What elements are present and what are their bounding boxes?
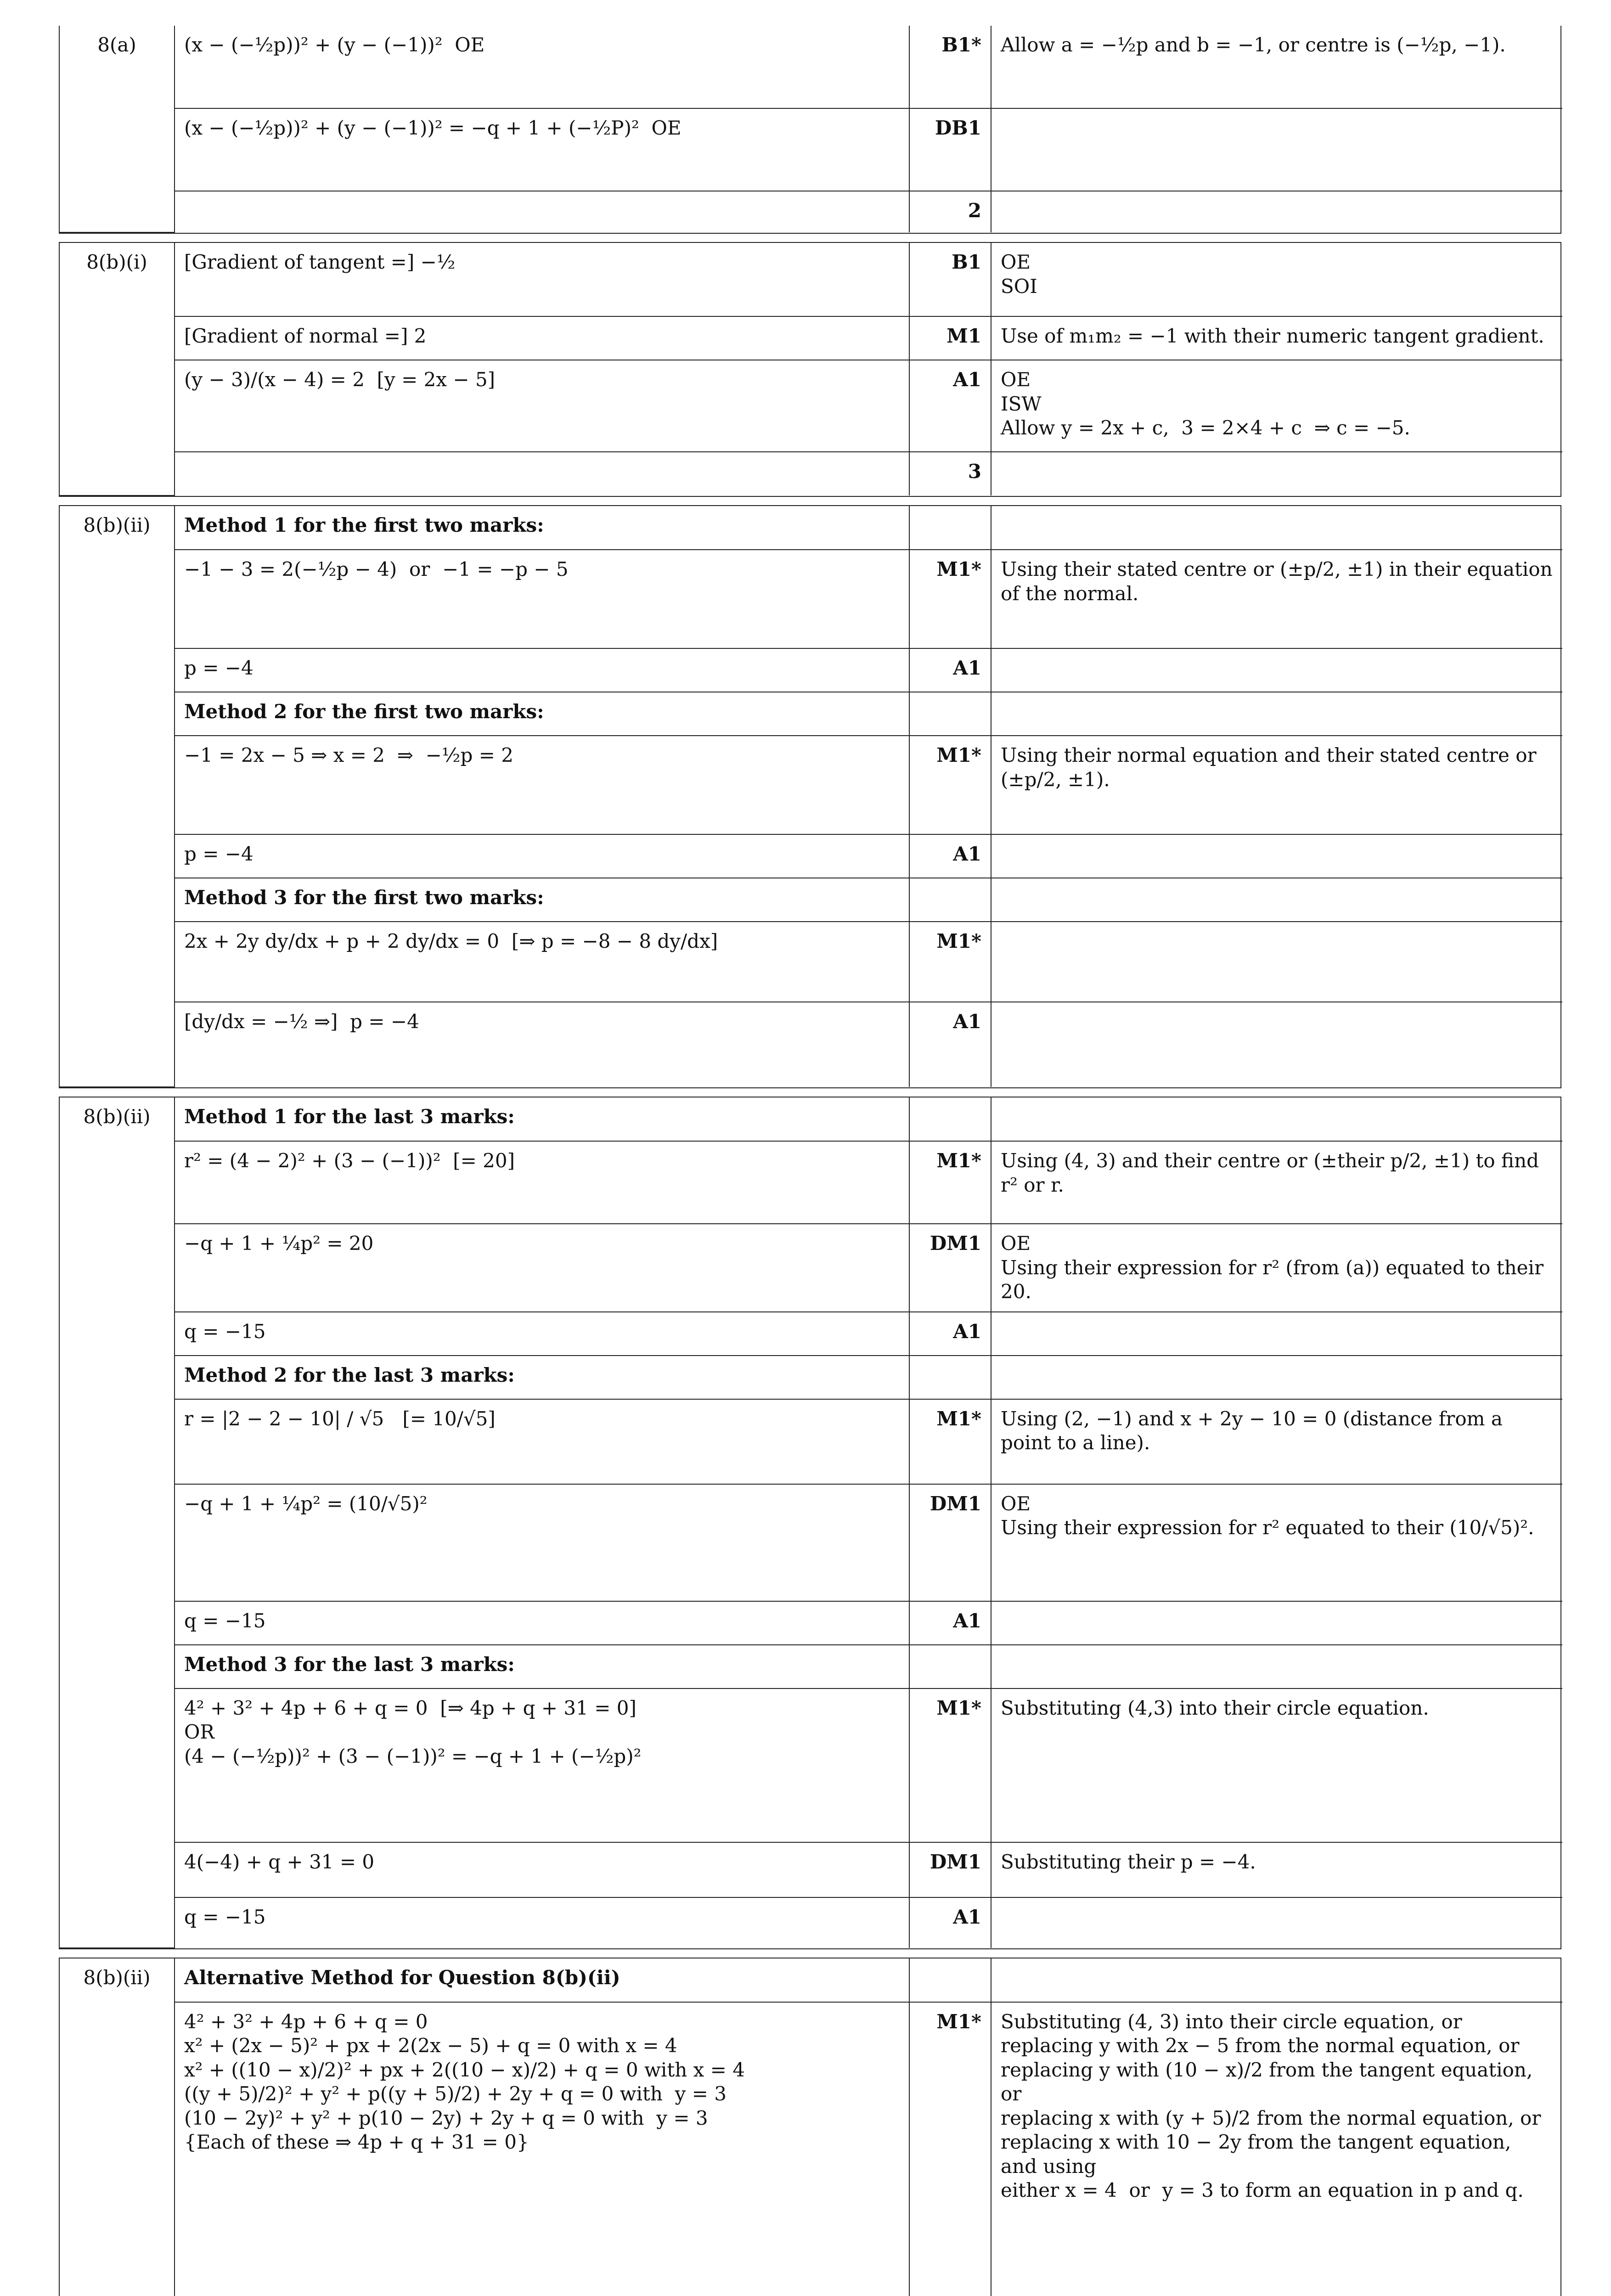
guidance-cell <box>991 1141 1562 1224</box>
answer-cell <box>175 1312 909 1356</box>
question-part <box>59 1097 1561 1949</box>
answer-line: r = |2 − 2 − 10| / √5 [= 10/√5] <box>184 1407 496 1430</box>
answer-cell <box>175 243 909 316</box>
guidance-line: OE <box>1001 368 1031 391</box>
guidance-cell <box>991 1645 1562 1688</box>
table-row <box>60 506 1562 550</box>
mark-table <box>60 1097 1562 1948</box>
mark-cell: M1* <box>909 2002 991 2296</box>
table-row <box>60 1312 1562 1356</box>
answer-cell <box>175 1842 909 1897</box>
guidance-cell <box>991 692 1562 736</box>
guidance-cell <box>991 1097 1562 1141</box>
mark-cell: B1 <box>909 243 991 316</box>
method-heading <box>175 506 909 550</box>
answer-line: Method 2 for the first two marks: <box>184 700 544 723</box>
guidance-cell <box>991 834 1562 878</box>
answer-line: r² = (4 − 2)² + (3 − (−1))² [= 20] <box>184 1149 515 1172</box>
answer-line: q = −15 <box>184 1905 266 1928</box>
guidance-line: Using their expression for r² (from (a)) equated to their 20. <box>1001 1256 1550 1303</box>
table-row <box>60 834 1562 878</box>
mark-cell <box>909 1356 991 1399</box>
mark-cell: B1* <box>909 26 991 108</box>
table-row <box>60 1897 1562 1948</box>
answer-line: Method 3 for the first two marks: <box>184 886 544 909</box>
guidance-line: Using (2, −1) and x + 2y − 10 = 0 (distance from a point to a line). <box>1001 1407 1509 1454</box>
guidance-cell <box>991 506 1562 550</box>
mark-cell: A1 <box>909 1312 991 1356</box>
guidance-line: Use of m₁m₂ = −1 with their numeric tangent gradient. <box>1001 325 1544 347</box>
mark-table <box>60 243 1562 496</box>
table-row <box>60 648 1562 692</box>
mark-cell <box>909 878 991 922</box>
method-heading <box>175 1958 909 2002</box>
guidance-cell <box>991 1601 1562 1645</box>
table-row <box>60 1484 1562 1601</box>
guidance-line: Substituting (4, 3) into their circle equation, or <box>1001 2010 1462 2033</box>
answer-line: ((y + 5)/2)² + y² + p((y + 5)/2) + 2y + q = 0 with y = 3 <box>184 2082 727 2105</box>
guidance-cell <box>991 108 1562 191</box>
answer-line: Method 1 for the first two marks: <box>184 514 544 536</box>
table-row <box>60 1688 1562 1842</box>
table-row <box>60 243 1562 316</box>
guidance-line: replacing x with (y + 5)/2 from the normal equation, or <box>1001 2106 1541 2129</box>
answer-cell <box>175 191 909 232</box>
table-row <box>60 736 1562 834</box>
answer-line: (10 − 2y)² + y² + p(10 − 2y) + 2y + q = 0 with y = 3 <box>184 2106 708 2129</box>
question-part <box>59 242 1561 497</box>
guidance-cell <box>991 1002 1562 1087</box>
guidance-cell <box>991 550 1562 648</box>
mark-table <box>60 26 1562 233</box>
answer-cell <box>175 360 909 452</box>
mark-cell: M1* <box>909 736 991 834</box>
mark-cell: 3 <box>909 452 991 495</box>
mark-cell: M1 <box>909 316 991 360</box>
guidance-line: SOI <box>1001 275 1037 298</box>
answer-line: (y − 3)/(x − 4) = 2 [y = 2x − 5] <box>184 368 496 391</box>
table-row <box>60 360 1562 452</box>
method-heading <box>175 1356 909 1399</box>
table-row <box>60 1356 1562 1399</box>
mark-scheme <box>59 26 1561 2296</box>
answer-line: p = −4 <box>184 657 253 679</box>
table-row <box>60 692 1562 736</box>
answer-cell <box>175 1688 909 1842</box>
guidance-cell <box>991 1958 1562 2002</box>
guidance-line: replacing x with 10 − 2y from the tangent equation, and using <box>1001 2131 1517 2178</box>
mark-cell: 2 <box>909 191 991 232</box>
guidance-cell <box>991 316 1562 360</box>
answer-line: −1 − 3 = 2(−½p − 4) or −1 = −p − 5 <box>184 558 569 580</box>
mark-cell: M1* <box>909 1399 991 1484</box>
guidance-cell <box>991 1484 1562 1601</box>
guidance-cell <box>991 1356 1562 1399</box>
guidance-line: replacing y with (10 − x)/2 from the tangent equation, or <box>1001 2058 1539 2105</box>
mark-cell: DB1 <box>909 108 991 191</box>
mark-cell <box>909 692 991 736</box>
guidance-line: ISW <box>1001 392 1042 415</box>
table-row <box>60 2002 1562 2296</box>
mark-cell: A1 <box>909 1601 991 1645</box>
mark-cell: A1 <box>909 834 991 878</box>
answer-line: (x − (−½p))² + (y − (−1))² OE <box>184 34 485 56</box>
answer-line: 4² + 3² + 4p + 6 + q = 0 <box>184 2010 428 2033</box>
guidance-line: Using their normal equation and their stated centre or (±p/2, ±1). <box>1001 744 1543 791</box>
mark-table <box>60 1958 1562 2296</box>
table-row <box>60 1601 1562 1645</box>
guidance-cell <box>991 736 1562 834</box>
answer-cell <box>175 550 909 648</box>
question-number: 8(b)(ii) <box>60 1097 175 1948</box>
answer-line: OR <box>184 1721 215 1743</box>
table-row <box>60 316 1562 360</box>
guidance-line: Using their expression for r² equated to their (10/√5)². <box>1001 1516 1534 1539</box>
answer-cell <box>175 2002 909 2296</box>
mark-cell: A1 <box>909 360 991 452</box>
answer-line: Alternative Method for Question 8(b)(ii) <box>184 1966 620 1989</box>
answer-line: 4² + 3² + 4p + 6 + q = 0 [⇒ 4p + q + 31 = 0] <box>184 1696 637 1719</box>
answer-cell <box>175 1224 909 1312</box>
table-row <box>60 1002 1562 1087</box>
answer-line: q = −15 <box>184 1320 266 1343</box>
guidance-line: Using (4, 3) and their centre or (±their p/2, ±1) to find r² or r. <box>1001 1149 1545 1196</box>
question-part <box>59 505 1561 1088</box>
guidance-cell <box>991 1224 1562 1312</box>
guidance-line: Substituting (4,3) into their circle equation. <box>1001 1696 1429 1719</box>
table-row <box>60 1842 1562 1897</box>
answer-line: q = −15 <box>184 1609 266 1632</box>
answer-line: Method 1 for the last 3 marks: <box>184 1105 515 1128</box>
answer-cell <box>175 1601 909 1645</box>
guidance-line: OE <box>1001 251 1031 273</box>
method-heading <box>175 1097 909 1141</box>
guidance-cell <box>991 1897 1562 1948</box>
answer-cell <box>175 26 909 108</box>
guidance-cell <box>991 1312 1562 1356</box>
table-row <box>60 26 1562 108</box>
answer-cell <box>175 1484 909 1601</box>
question-number: 8(a) <box>60 26 175 232</box>
table-row <box>60 550 1562 648</box>
mark-cell: A1 <box>909 1897 991 1948</box>
mark-cell <box>909 1958 991 2002</box>
answer-line: −1 = 2x − 5 ⇒ x = 2 ⇒ −½p = 2 <box>184 744 514 766</box>
guidance-cell <box>991 2002 1562 2296</box>
table-row <box>60 1958 1562 2002</box>
answer-line: {Each of these ⇒ 4p + q + 31 = 0} <box>184 2131 529 2153</box>
answer-line: −q + 1 + ¼p² = (10/√5)² <box>184 1492 428 1515</box>
method-heading <box>175 878 909 922</box>
answer-line: (4 − (−½p))² + (3 − (−1))² = −q + 1 + (−½p)² <box>184 1745 642 1767</box>
answer-cell <box>175 648 909 692</box>
mark-cell <box>909 1645 991 1688</box>
guidance-line: Using their stated centre or (±p/2, ±1) in their equation of the normal. <box>1001 558 1559 605</box>
mark-cell <box>909 1097 991 1141</box>
question-number: 8(b)(i) <box>60 243 175 495</box>
method-heading <box>175 1645 909 1688</box>
mark-cell: A1 <box>909 1002 991 1087</box>
guidance-cell <box>991 26 1562 108</box>
table-row <box>60 191 1562 232</box>
guidance-cell <box>991 191 1562 232</box>
guidance-cell <box>991 1399 1562 1484</box>
answer-cell <box>175 1002 909 1087</box>
table-row <box>60 1399 1562 1484</box>
answer-cell <box>175 1399 909 1484</box>
guidance-line: OE <box>1001 1492 1031 1515</box>
answer-line: x² + ((10 − x)/2)² + px + 2((10 − x)/2) + q = 0 with x = 4 <box>184 2058 745 2081</box>
question-number: 8(b)(ii) <box>60 1958 175 2296</box>
guidance-line: Substituting their p = −4. <box>1001 1850 1256 1873</box>
mark-cell: M1* <box>909 550 991 648</box>
mark-cell: M1* <box>909 1688 991 1842</box>
guidance-cell <box>991 243 1562 316</box>
mark-cell: DM1 <box>909 1224 991 1312</box>
answer-cell <box>175 736 909 834</box>
answer-line: (x − (−½p))² + (y − (−1))² = −q + 1 + (−½P)² OE <box>184 117 682 139</box>
question-part <box>59 1958 1561 2296</box>
guidance-line: either x = 4 or y = 3 to form an equation in p and q. <box>1001 2179 1524 2201</box>
question-part <box>59 26 1561 234</box>
answer-cell <box>175 922 909 1002</box>
answer-line: [dy/dx = −½ ⇒] p = −4 <box>184 1010 419 1033</box>
answer-line: p = −4 <box>184 843 253 865</box>
table-row <box>60 1224 1562 1312</box>
mark-cell: DM1 <box>909 1484 991 1601</box>
answer-line: −q + 1 + ¼p² = 20 <box>184 1232 374 1255</box>
guidance-cell <box>991 360 1562 452</box>
mark-cell: DM1 <box>909 1842 991 1897</box>
mark-cell <box>909 506 991 550</box>
answer-line: [Gradient of tangent =] −½ <box>184 251 456 273</box>
guidance-cell <box>991 452 1562 495</box>
answer-line: 4(−4) + q + 31 = 0 <box>184 1850 375 1873</box>
mark-table <box>60 506 1562 1087</box>
table-row <box>60 452 1562 495</box>
table-row <box>60 108 1562 191</box>
guidance-cell <box>991 1688 1562 1842</box>
guidance-line: OE <box>1001 1232 1031 1255</box>
table-row <box>60 1645 1562 1688</box>
guidance-cell <box>991 878 1562 922</box>
answer-cell <box>175 108 909 191</box>
mark-cell: M1* <box>909 1141 991 1224</box>
table-row <box>60 878 1562 922</box>
table-row <box>60 1141 1562 1224</box>
answer-cell <box>175 1141 909 1224</box>
guidance-cell <box>991 1842 1562 1897</box>
guidance-line: Allow y = 2x + c, 3 = 2×4 + c ⇒ c = −5. <box>1001 416 1410 439</box>
answer-line: Method 2 for the last 3 marks: <box>184 1363 515 1386</box>
answer-cell <box>175 834 909 878</box>
answer-line: [Gradient of normal =] 2 <box>184 325 427 347</box>
table-row <box>60 1097 1562 1141</box>
mark-cell: M1* <box>909 922 991 1002</box>
answer-line: 2x + 2y dy/dx + p + 2 dy/dx = 0 [⇒ p = −8 − 8 dy/dx] <box>184 930 718 952</box>
table-row <box>60 922 1562 1002</box>
answer-cell <box>175 1897 909 1948</box>
answer-cell <box>175 452 909 495</box>
guidance-line: Allow a = −½p and b = −1, or centre is (−½p, −1). <box>1001 34 1506 56</box>
question-number: 8(b)(ii) <box>60 506 175 1087</box>
answer-cell <box>175 316 909 360</box>
answer-line: x² + (2x − 5)² + px + 2(2x − 5) + q = 0 with x = 4 <box>184 2034 677 2057</box>
guidance-cell <box>991 648 1562 692</box>
mark-cell: A1 <box>909 648 991 692</box>
guidance-line: replacing y with 2x − 5 from the normal equation, or <box>1001 2034 1520 2057</box>
guidance-cell <box>991 922 1562 1002</box>
method-heading <box>175 692 909 736</box>
answer-line: Method 3 for the last 3 marks: <box>184 1653 515 1676</box>
